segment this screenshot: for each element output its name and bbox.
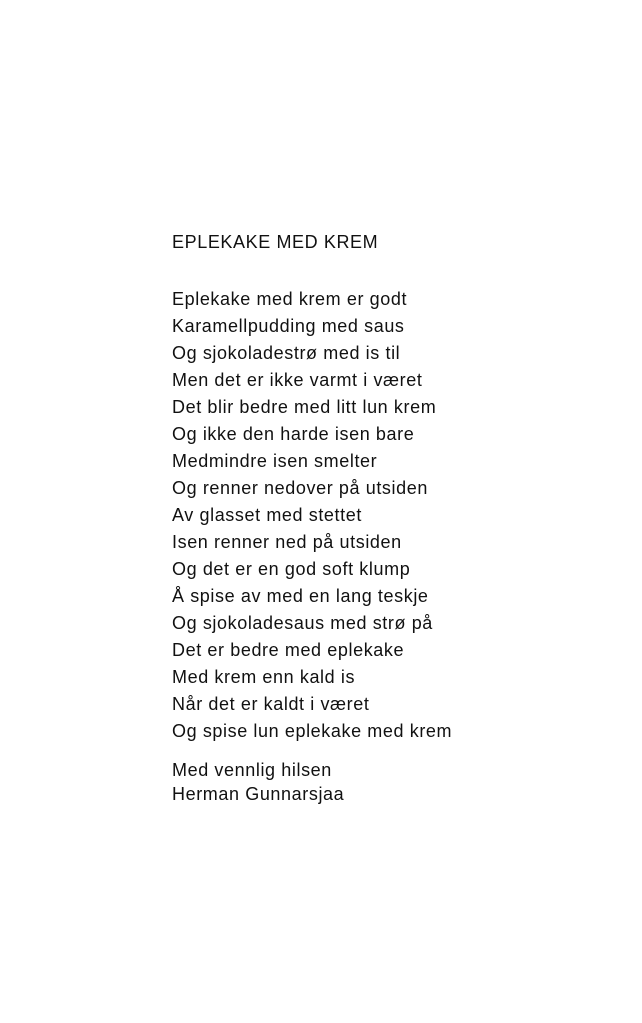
closing-greeting: Med vennlig hilsen bbox=[172, 760, 332, 780]
poem-line: Og spise lun eplekake med krem bbox=[172, 721, 453, 741]
poem-line: Eplekake med krem er godt bbox=[172, 289, 408, 309]
poem-line: Men det er ikke varmt i været bbox=[172, 370, 423, 390]
poem-line: Det blir bedre med litt lun krem bbox=[172, 397, 437, 417]
poem-line: Isen renner ned på utsiden bbox=[172, 532, 402, 552]
poem-line: Og ikke den harde isen bare bbox=[172, 424, 415, 444]
poem-line: Og renner nedover på utsiden bbox=[172, 478, 428, 498]
poem-line: Det er bedre med eplekake bbox=[172, 640, 405, 660]
poem-line: Å spise av med en lang teskje bbox=[172, 586, 429, 606]
poem-title: EPLEKAKE MED KREM bbox=[172, 232, 379, 252]
poem-page bbox=[172, 231, 612, 806]
poem-line: Og sjokoladesaus med strø på bbox=[172, 613, 433, 633]
poem-line: Medmindre isen smelter bbox=[172, 451, 378, 471]
poem-line: Når det er kaldt i været bbox=[172, 694, 370, 714]
poem-verse bbox=[172, 286, 612, 745]
poem-line: Og sjokoladestrø med is til bbox=[172, 343, 401, 363]
poem-line: Av glasset med stettet bbox=[172, 505, 362, 525]
poem-line: Med krem enn kald is bbox=[172, 667, 356, 687]
author-signature: Herman Gunnarsjaa bbox=[172, 784, 345, 804]
closing-block bbox=[172, 758, 612, 806]
poem-line: Karamellpudding med saus bbox=[172, 316, 405, 336]
poem-line: Og det er en god soft klump bbox=[172, 559, 411, 579]
